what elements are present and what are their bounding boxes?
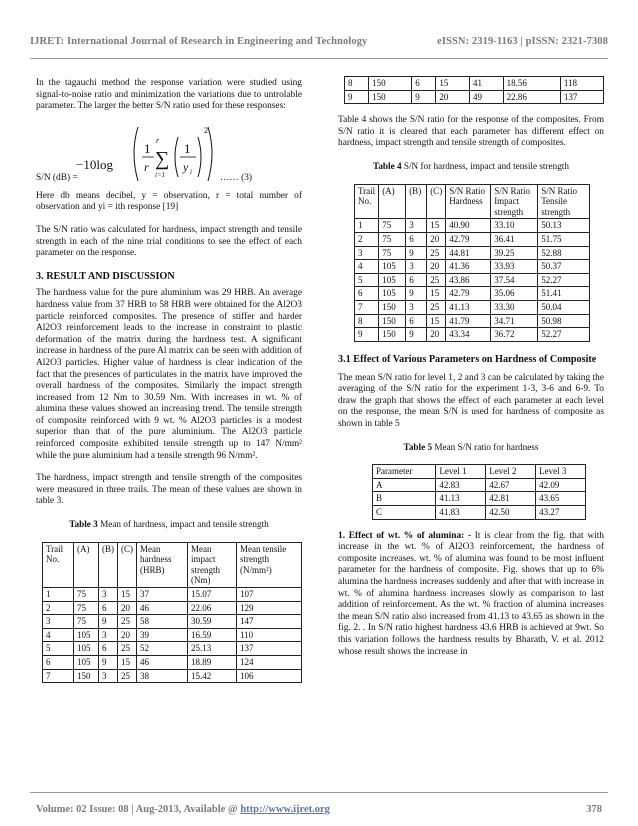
table4-row xyxy=(355,246,590,260)
table5-row xyxy=(373,478,586,492)
footer-divider xyxy=(30,792,608,793)
table3-cell: 20 xyxy=(118,628,137,642)
table3-cell: 6 xyxy=(99,601,118,615)
table3-cell: 75 xyxy=(74,588,99,602)
table3-cell: 25 xyxy=(118,669,137,683)
table3-cell: 15 xyxy=(118,655,137,669)
table3-cell: 3 xyxy=(43,615,74,629)
table5-cell: C xyxy=(373,506,436,520)
table4-header-cell: (A) xyxy=(379,184,406,219)
table5-cell: A xyxy=(373,478,436,492)
table4-cell: 3 xyxy=(406,219,427,233)
table4-row xyxy=(355,314,590,328)
table4-cell: 35.06 xyxy=(491,287,538,301)
table3-cell: 38 xyxy=(137,669,188,683)
table3-cell: 30.59 xyxy=(188,615,237,629)
table4-cell: 52.88 xyxy=(538,246,590,260)
formula-one: 1 xyxy=(144,140,151,156)
table4-header-row xyxy=(355,184,590,219)
table4-cell: 52.27 xyxy=(538,328,590,342)
table3-cell: 15 xyxy=(436,77,470,91)
mean-sn-paragraph: The mean S/N ratio for level 1, 2 and 3 can be calculated by taking the averaging of the S/N ratio for the experiment 1-3, 3-6 and 6-9. To draw the graph that shows the effect of each parameter at each level on the response, the mean S/N is used for hardness of composite as shown in table 5 xyxy=(338,372,604,430)
table3-continued xyxy=(344,76,604,104)
section-title: 3. RESULT AND DISCUSSION xyxy=(36,270,175,282)
table4-cell: 75 xyxy=(379,232,406,246)
table3-header-cell: (A) xyxy=(74,542,99,587)
table4-body xyxy=(355,219,590,341)
table4-header-cell: Trail No. xyxy=(355,184,379,219)
formula-i: i xyxy=(190,167,192,176)
table5-header-cell: Level 1 xyxy=(436,465,486,479)
table4-cell: 41.13 xyxy=(446,300,491,314)
table3-cell: 18.56 xyxy=(503,77,560,91)
table5-cell: 43.65 xyxy=(536,492,586,506)
table4-cell: 15 xyxy=(427,219,446,233)
table4-cell: 20 xyxy=(427,232,446,246)
table5-cell: 42.09 xyxy=(536,478,586,492)
table5-cell: B xyxy=(373,492,436,506)
table3-cell: 105 xyxy=(74,642,99,656)
table4-row xyxy=(355,300,590,314)
table3-cell: 25 xyxy=(118,615,137,629)
table5-header-row xyxy=(373,465,586,479)
table4-cell: 37.54 xyxy=(491,273,538,287)
sn-calc-paragraph: The S/N ratio was calculated for hardness, impact strength and tensile strength in each of the nine trial conditions to see the effect of each parameter on the response. xyxy=(36,224,302,259)
table4-cell: 8 xyxy=(355,314,379,328)
table4-cell: 3 xyxy=(355,246,379,260)
table3-row xyxy=(43,615,302,629)
table3-cell: 9 xyxy=(99,655,118,669)
table4-header-cell: S/N Ratio Hardness xyxy=(446,184,491,219)
table4-cell: 51.75 xyxy=(538,232,590,246)
table3-caption-label: Table 3 xyxy=(69,519,98,530)
table4-cell: 25 xyxy=(427,300,446,314)
table5-caption-text: Mean S/N ratio for hardness xyxy=(432,441,539,452)
table3-cell: 18.89 xyxy=(188,655,237,669)
sn-formula xyxy=(36,113,302,191)
table3-cell: 118 xyxy=(560,77,603,91)
table4-cell: 40.90 xyxy=(446,219,491,233)
table5-cell: 42.50 xyxy=(486,506,536,520)
table3-cell: 110 xyxy=(237,628,302,642)
table3-cell: 20 xyxy=(436,90,470,104)
table4-cell: 6 xyxy=(406,314,427,328)
table3-continued-body xyxy=(345,77,604,104)
table4-cell: 42.79 xyxy=(446,232,491,246)
table4-cell: 6 xyxy=(406,232,427,246)
table4-cell: 42.79 xyxy=(446,287,491,301)
table3-caption xyxy=(36,519,302,531)
formula-r-upper: r xyxy=(156,135,160,145)
table3-cell: 46 xyxy=(137,655,188,669)
alumina-effect-text: It is clear from the fig. that with increase in the wt. % of Al2O3 reinforcement, the hardness of composite increases. wt. % of alumina was found to be most influent parameter for the hardness of composite. Fig. shows that up to 6% alumina the hardness increases suddenly and after that with increase in wt. % of alumina hardness increases slowly as comparison to last addition of reinforcement. As the wt. % fraction of alumina increases the mean S/N ratio also increased from 41.13 to 43.65 as shown in the fig. 2. . In S/N ratio highest hardness 43.6 HRB is achieved at 9wt. So this variation follows the hardness results by Bharath, V. et al. 2012 whose result shows the increase in xyxy=(338,530,604,657)
table4-cell: 36.72 xyxy=(491,328,538,342)
table4-cell: 15 xyxy=(427,314,446,328)
table4-cell: 50.98 xyxy=(538,314,590,328)
table4-cell: 9 xyxy=(406,287,427,301)
table3-cell: 1 xyxy=(43,588,74,602)
trails-paragraph: The hardness, impact strength and tensile strength of the composites were measured in three trails. The mean of these values are shown in table 3. xyxy=(36,473,302,507)
left-column xyxy=(36,78,302,683)
table3-header-row xyxy=(43,542,302,587)
table4-caption-text: S/N for hardness, impact and tensile strength xyxy=(401,160,569,171)
table3-header-cell: (C) xyxy=(118,542,137,587)
table5-cell: 42.67 xyxy=(486,478,536,492)
table3-cell: 22.06 xyxy=(188,601,237,615)
table4-cell: 6 xyxy=(355,287,379,301)
table3-cell: 8 xyxy=(345,77,369,91)
table3-cell: 147 xyxy=(237,615,302,629)
table4-cell: 1 xyxy=(355,219,379,233)
formula-number: …… (3) xyxy=(220,172,253,183)
table4-cell: 33.10 xyxy=(491,219,538,233)
table5 xyxy=(372,464,586,519)
table4-cell: 36.41 xyxy=(491,232,538,246)
table3-header-cell: (B) xyxy=(99,542,118,587)
formula-square: 2 xyxy=(204,125,208,135)
table3-cell: 150 xyxy=(74,669,99,683)
table3-header-cell: Mean impact strength (Nm) xyxy=(188,542,237,587)
table5-body xyxy=(373,478,586,519)
table4-cell: 105 xyxy=(379,260,406,274)
formula-sum: ∑ xyxy=(155,147,170,170)
table3-row xyxy=(43,601,302,615)
table4 xyxy=(354,184,590,342)
table5-header-cell: Parameter xyxy=(373,465,436,479)
table4-cell: 9 xyxy=(406,246,427,260)
table3-cell: 137 xyxy=(560,90,603,104)
table4-cell: 25 xyxy=(427,246,446,260)
table4-row xyxy=(355,328,590,342)
page-number: 378 xyxy=(586,804,602,815)
table4-cell: 44.81 xyxy=(446,246,491,260)
table3-cell: 150 xyxy=(369,77,412,91)
table4-caption-label: Table 4 xyxy=(373,160,402,171)
table3-cell: 105 xyxy=(74,655,99,669)
table3-body xyxy=(43,588,302,683)
table3-row xyxy=(43,588,302,602)
table3-cell: 15.42 xyxy=(188,669,237,683)
table3-cell: 58 xyxy=(137,615,188,629)
table4-cell: 20 xyxy=(427,328,446,342)
table3-header-cell: Mean tensile strength (N/mm²) xyxy=(237,542,302,587)
table4-cell: 2 xyxy=(355,232,379,246)
formula-y: y xyxy=(183,159,189,174)
table4-cell: 41.36 xyxy=(446,260,491,274)
table3-cell: 46 xyxy=(137,601,188,615)
table4-cell: 9 xyxy=(355,328,379,342)
table5-cell: 41.13 xyxy=(436,492,486,506)
table4-cell: 43.34 xyxy=(446,328,491,342)
table3-header-cell: Mean hardness (HRB) xyxy=(137,542,188,587)
issn-label: eISSN: 2319-1163 | pISSN: 2321-7308 xyxy=(437,36,608,47)
table3-cell: 106 xyxy=(237,669,302,683)
table3-cell: 9 xyxy=(99,615,118,629)
table3-cell: 129 xyxy=(237,601,302,615)
table5-header-cell: Level 2 xyxy=(486,465,536,479)
right-column xyxy=(338,78,604,658)
table3-cell: 37 xyxy=(137,588,188,602)
table4-cell: 5 xyxy=(355,273,379,287)
formula-label: S/N (dB) = xyxy=(36,172,78,183)
table4-cell: 150 xyxy=(379,300,406,314)
table4-cell: 50.13 xyxy=(538,219,590,233)
table4-header-cell: (C) xyxy=(427,184,446,219)
table3-cell: 105 xyxy=(74,628,99,642)
alumina-effect-heading: 1. Effect of wt. % of alumina: - xyxy=(338,530,472,541)
footer-volume: Volume: 02 Issue: 08 | Aug-2013, Available @ xyxy=(36,804,241,815)
table5-cell: 43.27 xyxy=(536,506,586,520)
table4-cell: 105 xyxy=(379,273,406,287)
table4-cell: 105 xyxy=(379,287,406,301)
table4-row xyxy=(355,260,590,274)
table4-cell: 150 xyxy=(379,328,406,342)
intro-paragraph: In the tagauchi method the response variation were studied using signal-to-noise ratio and minimization the variations due to untrolable parameter. The larger the better S/N ratio used for these responses: xyxy=(36,78,302,112)
table5-cell: 42.83 xyxy=(436,478,486,492)
table3 xyxy=(42,542,302,684)
table3-cell: 52 xyxy=(137,642,188,656)
journal-link[interactable]: http://www.ijret.org xyxy=(240,804,330,815)
table3-cell: 49 xyxy=(470,90,504,104)
table4-cell: 33.30 xyxy=(491,300,538,314)
table4-cell: 6 xyxy=(406,273,427,287)
table3-cell: 41 xyxy=(470,77,504,91)
table3-cell: 4 xyxy=(43,628,74,642)
table3-cell: 16.59 xyxy=(188,628,237,642)
table4-cell: 52.27 xyxy=(538,273,590,287)
table3-cell: 25.13 xyxy=(188,642,237,656)
table3-cell: 107 xyxy=(237,588,302,602)
table3-cell: 5 xyxy=(43,642,74,656)
table4-row xyxy=(355,232,590,246)
table3-cell: 39 xyxy=(137,628,188,642)
table3-cell: 2 xyxy=(43,601,74,615)
table4-row xyxy=(355,287,590,301)
table5-row xyxy=(373,506,586,520)
journal-title: IJRET: International Journal of Research in Engineering and Technology xyxy=(30,36,368,47)
table4-cell: 7 xyxy=(355,300,379,314)
table4-cell: 39.25 xyxy=(491,246,538,260)
table5-cell: 41.83 xyxy=(436,506,486,520)
table3-header-cell: Trail No. xyxy=(43,542,74,587)
table4-caption xyxy=(338,161,604,173)
definition-paragraph: Here db means decibel, y = observation, r = total number of observation and yi = ith response [19] xyxy=(36,190,302,213)
table3-cell: 137 xyxy=(237,642,302,656)
table5-caption-label: Table 5 xyxy=(403,441,433,452)
table3-cell: 20 xyxy=(118,601,137,615)
table4-header-cell: S/N Ratio Tensile strength xyxy=(538,184,590,219)
table3-cell: 6 xyxy=(412,77,436,91)
running-header xyxy=(30,36,608,47)
table4-intro-paragraph: Table 4 shows the S/N ratio for the response of the composites. From S/N ratio it is cleared that each parameter has different effect on hardness, impact strength and tensile strength of composites. xyxy=(338,115,604,149)
table3-cell: 7 xyxy=(43,669,74,683)
formula-minus-log: −10log xyxy=(76,156,113,172)
table5-header-cell: Level 3 xyxy=(536,465,586,479)
table4-cell: 9 xyxy=(406,328,427,342)
table4-cell: 51.41 xyxy=(538,287,590,301)
table3-cell: 3 xyxy=(99,669,118,683)
running-footer xyxy=(36,804,602,815)
table4-cell: 50.37 xyxy=(538,260,590,274)
formula-i1: i=1 xyxy=(155,170,166,179)
table3-cell: 3 xyxy=(99,628,118,642)
table4-cell: 33.93 xyxy=(491,260,538,274)
table3-cell: 15 xyxy=(118,588,137,602)
table3-row xyxy=(43,642,302,656)
table3-cell: 150 xyxy=(369,90,412,104)
table4-cell: 4 xyxy=(355,260,379,274)
table5-row xyxy=(373,492,586,506)
table3-row xyxy=(43,655,302,669)
table4-cell: 150 xyxy=(379,314,406,328)
table3-cell: 9 xyxy=(345,90,369,104)
results-paragraph: The hardness value for the pure aluminium was 29 HRB. An average hardness value from 37 HRB to 58 HRB were obtained for the Al2O3 particle reinforced composites. The presence of stiffer and harder Al2O3 reinforcement leads to the increase in constraint to plastic deformation of the matrix during the hardness test. A significant increase in hardness of the pure Al matrix can be seen with addition of Al2O3 particles. Higher value of hardness is clear indication of the fact that the presences of particulates in the matrix have improved the overall hardness of the composites. Similarly the impact strength increased from 12 Nm to 30.59 Nm. With increases in wt. % of alumina these values showed an increasing trend. The tensile strength of composite reinforced with 9 wt. % Al2O3 particles is a modest superior than that of the pure aluminium. The Al2O3 particle reinforced composite exhibited tensile strength up to 147 N/mm² while the pure aluminium had a tensile strength 96 N/mm². xyxy=(36,288,302,461)
table4-cell: 75 xyxy=(379,246,406,260)
table3-cell: 124 xyxy=(237,655,302,669)
table4-cell: 43.86 xyxy=(446,273,491,287)
table3-row xyxy=(43,669,302,683)
alumina-effect-paragraph xyxy=(338,531,604,659)
table4-cell: 20 xyxy=(427,260,446,274)
table4-cell: 41.79 xyxy=(446,314,491,328)
table3-row xyxy=(43,628,302,642)
table3-cell: 6 xyxy=(43,655,74,669)
formula-r: r xyxy=(144,159,149,174)
table3-cell: 25 xyxy=(118,642,137,656)
table4-cell: 25 xyxy=(427,273,446,287)
table3-cell: 3 xyxy=(99,588,118,602)
table3-cell: 15.07 xyxy=(188,588,237,602)
table4-row xyxy=(355,219,590,233)
table3-row xyxy=(345,77,604,91)
table4-cell: 34.71 xyxy=(491,314,538,328)
table3-cell: 22.86 xyxy=(503,90,560,104)
table4-cell: 15 xyxy=(427,287,446,301)
table4-header-cell: S/N Ratio Impact strength xyxy=(491,184,538,219)
table5-caption xyxy=(338,442,604,454)
table3-cell: 75 xyxy=(74,601,99,615)
table3-row xyxy=(345,90,604,104)
table4-cell: 50.04 xyxy=(538,300,590,314)
subsection-title: 3.1 Effect of Various Parameters on Hardness of Composite xyxy=(338,353,597,365)
table5-cell: 42.81 xyxy=(486,492,536,506)
table3-caption-text: Mean of hardness, impact and tensile strength xyxy=(97,519,269,530)
table3-cell: 75 xyxy=(74,615,99,629)
table4-cell: 75 xyxy=(379,219,406,233)
table4-row xyxy=(355,273,590,287)
formula-one-b: 1 xyxy=(184,140,191,156)
table3-cell: 9 xyxy=(412,90,436,104)
table4-cell: 3 xyxy=(406,300,427,314)
table3-cell: 6 xyxy=(99,642,118,656)
table4-cell: 3 xyxy=(406,260,427,274)
table4-header-cell: (B) xyxy=(406,184,427,219)
header-divider xyxy=(30,58,608,59)
